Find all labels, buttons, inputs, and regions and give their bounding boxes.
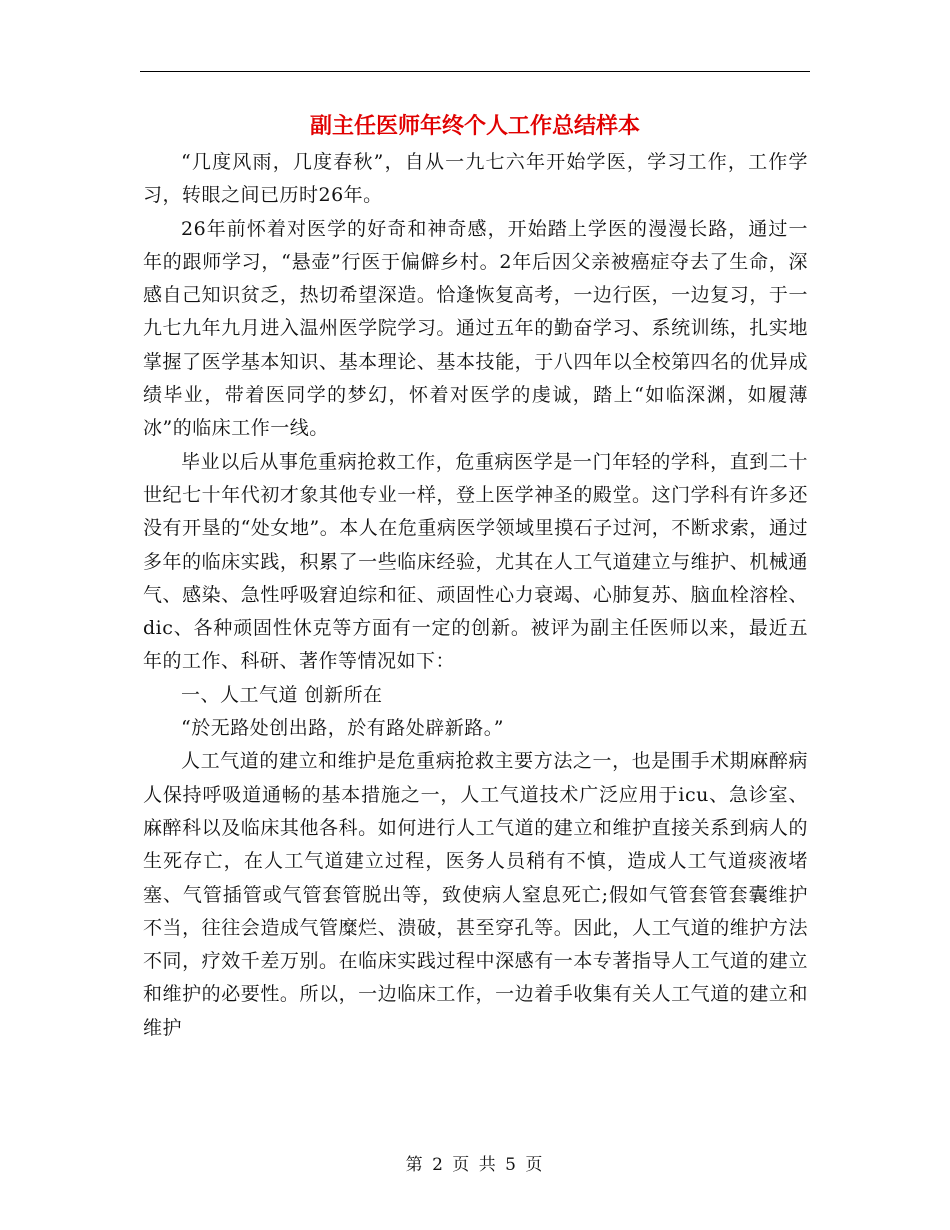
- document-body: [143, 146, 808, 1045]
- section-heading: 一、人工气道 创新所在: [181, 683, 383, 706]
- paragraph-background: 26年前怀着对医学的好奇和神奇感，开始踏上学医的漫漫长路，通过一年的跟师学习，“悬壶”行医于偏僻乡村。2年后因父亲被癌症夺去了生命，深感自己知识贫乏，热切希望深造。恰逢恢复高考，一边行医，一边复习，于一九七九年九月进入温州医学院学习。通过五年的勤奋学习、系统训练，扎实地掌握了医学基本知识、基本理论、基本技能，于八四年以全校第四名的优异成绩毕业，带着医同学的梦幻，怀着对医学的虔诚，踏上“如临深渊，如履薄冰”的临床工作一线。: [143, 217, 808, 440]
- document-title: 副主任医师年终个人工作总结样本: [309, 114, 640, 139]
- section-quote: “於无路处创出路，於有路处辟新路。”: [181, 717, 504, 740]
- header-rule: [140, 71, 810, 72]
- paragraph-career: 毕业以后从事危重病抢救工作，危重病医学是一门年轻的学科，直到二十世纪七十年代初才象其他专业一样，登上医学神圣的殿堂。这门学科有许多还没有开垦的“处女地”。本人在危重病医学领域里摸石子过河，不断求索，通过多年的临床实践，积累了一些临床经验，尤其在人工气道建立与维护、机械通气、感染、急性呼吸窘迫综和征、顽固性心力衰竭、心肺复苏、脑血栓溶栓、dic、各种顽固性休克等方面有一定的创新。被评为副主任医师以来，最近五年的工作、科研、著作等情况如下：: [143, 450, 808, 673]
- paragraph-intro: “几度风雨，几度春秋”，自从一九七六年开始学医，学习工作，工作学习，转眼之间已历时26年。: [143, 151, 808, 207]
- paragraph-airway: 人工气道的建立和维护是危重病抢救主要方法之一，也是围手术期麻醉病人保持呼吸道通畅的基本措施之一，人工气道技术广泛应用于icu、急诊室、麻醉科以及临床其他各科。如何进行人工气道的建立和维护直接关系到病人的生死存亡，在人工气道建立过程，医务人员稍有不慎，造成人工气道痰液堵塞、气管插管或气管套管脱出等，致使病人窒息死亡;假如气管套管套囊维护不当，往往会造成气管糜烂、溃破，甚至穿孔等。因此，人工气道的维护方法不同，疗效千差万别。在临床实践过程中深感有一本专著指导人工气道的建立和维护的必要性。所以，一边临床工作，一边着手收集有关人工气道的建立和维护: [143, 750, 808, 1039]
- page-footer: 第 2 页 共 5 页: [405, 1155, 545, 1175]
